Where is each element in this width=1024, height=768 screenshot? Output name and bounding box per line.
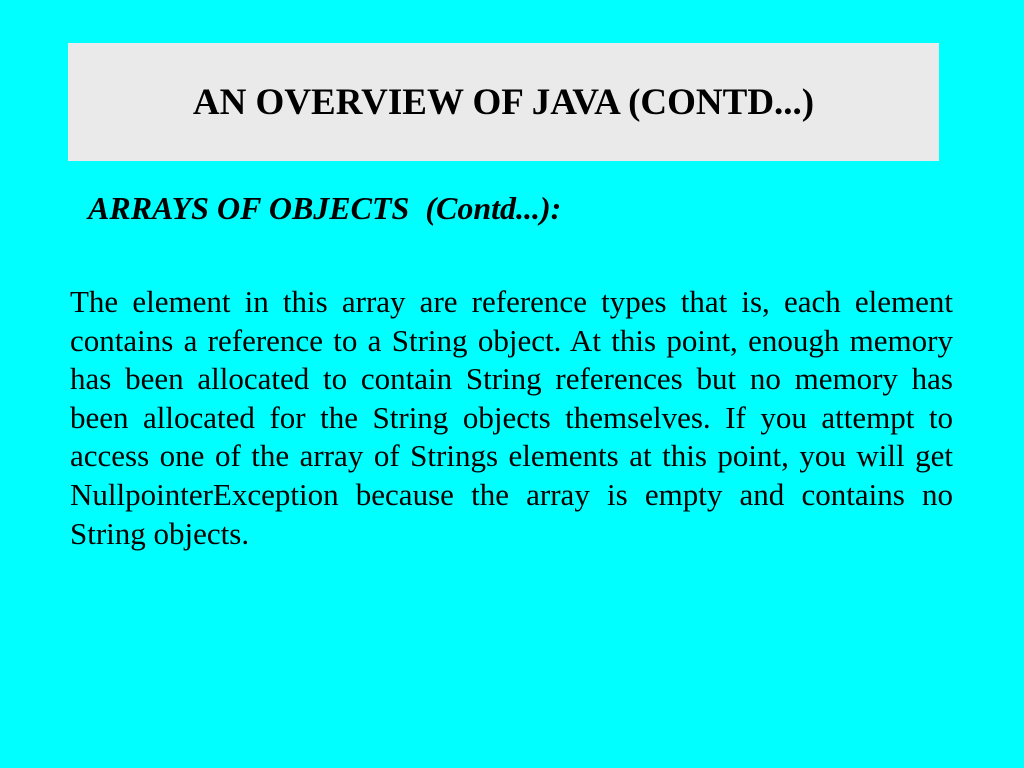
section-subheading: ARRAYS OF OBJECTS (Contd...): [88, 190, 562, 226]
title-box [68, 43, 939, 161]
slide-title: AN OVERVIEW OF JAVA (CONTD...) [192, 81, 815, 123]
body-paragraph: The element in this array are reference types that is, each element contains a reference to a String object. At this point, enough memory has been allocated to contain String references but no memory has been allocated for the String objects themselves. If you attempt to access one of the array of Strings elements at this point, you will get NullpointerException because the array is empty and contains no String objects. [70, 284, 953, 551]
